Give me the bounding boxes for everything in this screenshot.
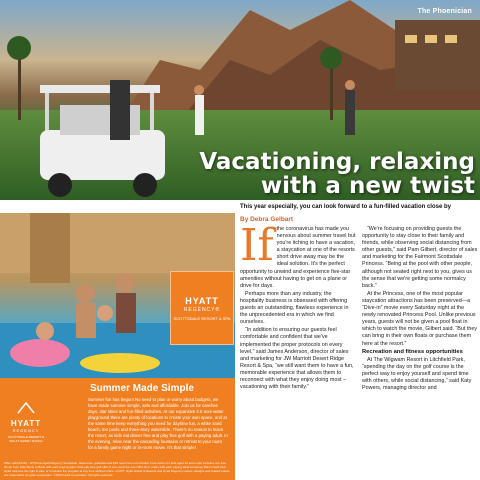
paragraph: At the Princess, one of the most popular staycation attractions has been preserved—a “Dive-in” movie every Saturday night at the newly renovated Princess Pool. Unlike previous years, guests will not be given a pool float in which to watch the movie, Gilbert said. “But they can bring in their own floats or purchase them here at the resort.” <box>362 290 478 347</box>
logo-sub: REGENCY <box>12 428 40 433</box>
section-subhead: Recreation and fitness opportunities <box>362 348 463 355</box>
badge-place: SCOTTSDALE RESORT & SPA <box>173 315 231 321</box>
hero-photo <box>0 0 480 200</box>
hyatt-logo <box>6 401 46 443</box>
drop-cap: If <box>240 220 274 271</box>
ad-fine-print: Offer valid 6/1/20 – 9/7/20 at Hyatt Regency Scottsdale. Resort fee, gratuities and $15 resort fee not included. Free dinner for kids aged 12 and under includes one free dinner from Kids Menu to Birds with each paying adult. Kids play free golf offer is one round for one child 15 or under with each paying adult at Gainey Ranch Golf Club. Hyatt reserves the right to alter or terminate the program at any time without notice. HYATT, Hyatt Hotels & Resorts and Hyatt Regency names, designs and related marks are trademarks of Hyatt Corporation. ©2020 Hyatt Corporation. All rights reserved. <box>4 461 230 477</box>
hyatt-badge <box>170 271 234 345</box>
article-column-2 <box>362 226 478 393</box>
headline-line-2: with a new twist <box>260 173 475 199</box>
hyatt-advertisement[interactable] <box>0 213 235 480</box>
headline-line-1: Vacationing, relaxing <box>199 149 475 175</box>
hyatt-mark-icon <box>16 402 36 414</box>
badge-brand: HYATT <box>185 295 219 306</box>
paragraph: Perhaps more than any industry, the hospitality business is obsessed with offering guests an outstanding, flawless experience in the unprecedented era in which we find ourselves. <box>240 290 349 326</box>
article-byline: By Debra Gelbart <box>240 216 294 223</box>
site-label: The Phoenician <box>417 8 472 15</box>
logo-place: SCOTTSDALE RESORT & SPA AT GAINEY RANCH <box>7 435 45 443</box>
ad-body: Summer fun has begun! No need to plan or worry about budgets, we have made summer simple, safe and affordable. Join us for carefree days, star skies and fun-filled activities. At our expansive 2.5 acre water playground there are plenty of locations to create your own space, and at the same time keep everything you need for daytime fun, a white sand beach, ten pools and three-story waterslide. There's no reason to leave the resort, as kids eat dinner free and play free golf with a paying adult. In the evening, relax near the cascading fountains or retreat to your room for a family game night or in-room movie. It's that simple! <box>88 397 228 450</box>
article-column-1 <box>240 220 356 392</box>
badge-sub: REGENCY® <box>183 306 221 313</box>
paragraph: If the coronavirus has made you nervous about summer travel but you're itching to have a vacation, a staycation at one of the resorts short drive away may be the ideal solution. It's the perfect opportunity to unwind and experience five-star amenities without having to get on a plane or drive for days. <box>240 220 356 289</box>
paragraph: At The Wigwam Resort in Litchfield Park, “spending the day on the golf course is the perfect way to enjoy yourself and spend time with others, while social distancing,” said Katy Powers, managing director and <box>362 356 472 392</box>
article-deck: This year especially, you can look forward to a fun-filled vacation close by <box>240 204 451 210</box>
ad-title: Summer Made Simple <box>90 383 194 394</box>
paragraph: “In addition to ensuring our guests feel comfortable and confident that we've implemented the proper protocols on every level,” said James Anderson, director of sales and marketing for JW Marriott Desert Ridge Resort & Spa, “we still want them to have a fun, memorable experience that allows them to reconnect with what they enjoy doing most – vacationing with their family.” <box>240 327 354 391</box>
logo-brand: HYATT <box>10 419 42 428</box>
article-headline <box>190 150 475 198</box>
paragraph: “We're focusing on providing guests the opportunity to stay close to their family and friends, while observing social distancing from other guests,” said Pam Gilbert, director of sales and marketing for the Fairmont Scottsdale Princess. “Being at the pool with other people, although not seated right next to you, gives us the sense that we're getting some normalcy back.” <box>362 226 478 289</box>
